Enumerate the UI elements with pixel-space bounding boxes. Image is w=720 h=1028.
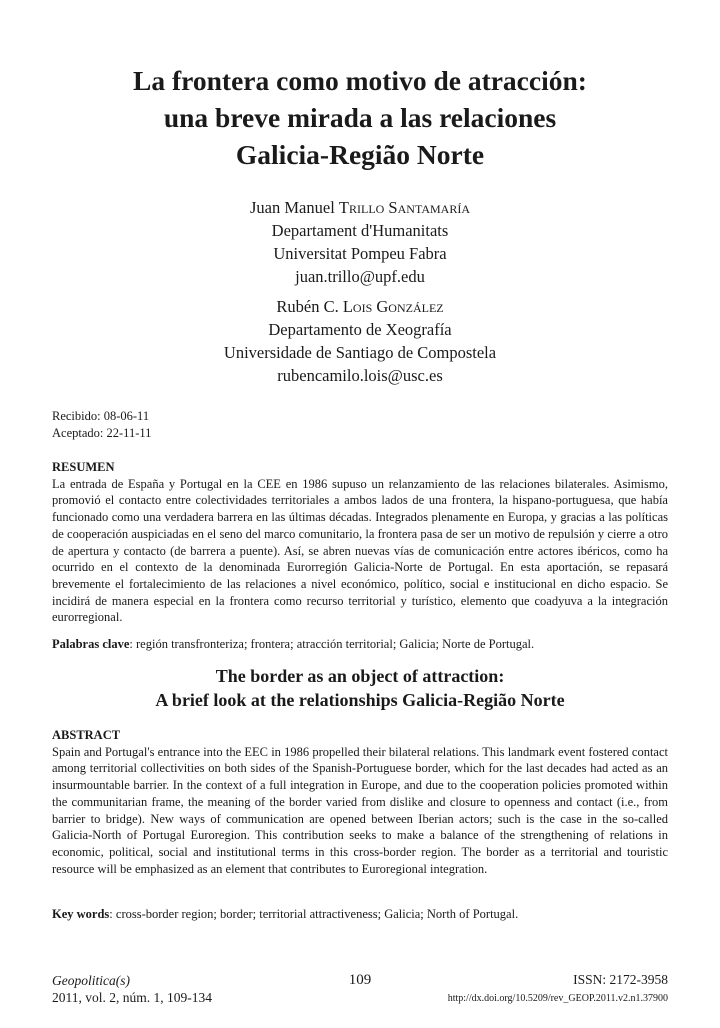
accepted-date: Aceptado: 22-11-11 (52, 426, 152, 440)
author-email: juan.trillo@upf.edu (295, 267, 425, 286)
author-block-2 (60, 295, 660, 387)
english-title-line-2: A brief look at the relationships Galicia-Região Norte (155, 690, 565, 710)
journal-name: Geopolitica(s) (52, 973, 130, 988)
author-department: Departamento de Xeografía (268, 320, 452, 339)
author-name (60, 196, 660, 219)
issn: ISSN: 2172-3958 (573, 972, 668, 987)
article-title (60, 62, 660, 173)
title-line-3: Galicia-Região Norte (235, 139, 485, 170)
author-email: rubencamilo.lois@usc.es (277, 366, 443, 385)
page-number: 109 (348, 972, 372, 988)
author-institution: Universidade de Santiago de Compostela (223, 343, 497, 362)
author-given-name: Juan Manuel (250, 198, 335, 217)
author-given-name: Rubén C. (276, 297, 339, 316)
author-block-1 (60, 196, 660, 288)
abstract-text: Spain and Portugal's entrance into the EEC in 1986 propelled their bilateral relations. This landmark event fostered contact among territorial collectivities on both sides of the Spanish-Portuguese border, which for the last decades had acted as an insurmountable barrier. In the context of a full integration in Europe, and due to the cooperation policies promoted within the communitarian frame, the meaning of the border varied from dislike and closure to openness and contact (i.e., from barrier to bridge). New ways of communication are opened between Iberian actors; such is the case in the so-called Galicia-North of Portugal Euroregion. This contribution seeks to make a balance of the strengthening of relations in economic, political, social and institutional terms in this cross-border region. The border as a territorial and touristic resource will be emphasized as an element that contributes to Euroregional integration. (52, 744, 668, 876)
footer-citation (52, 972, 212, 1006)
key-words-label: Key words (52, 907, 110, 921)
abstract-section (52, 727, 668, 877)
author-name (60, 295, 660, 318)
resumen-section (52, 459, 668, 626)
author-family-name: Lois González (342, 297, 444, 316)
submission-dates (52, 408, 151, 442)
key-words (52, 906, 668, 923)
journal-volume: 2011, vol. 2, núm. 1, 109-134 (52, 990, 212, 1005)
author-institution: Universitat Pompeu Fabra (273, 244, 447, 263)
doi-link[interactable]: http://dx.doi.org/10.5209/rev_GEOP.2011.v2.n1.37900 (447, 993, 668, 1004)
resumen-text: La entrada de España y Portugal en la CEE en 1986 supuso un relanzamiento de las relaciones bilaterales. Asimismo, promovió el contacto entre colectividades territoriales a ambos lados de una frontera, la hispano-portuguesa, que había funcionado como una verdadera barrera en las últimas décadas. Integrados plenamente en Europa, y gracias a las políticas de cooperación auspiciadas en el seno del marco comunitario, la frontera pasa de ser un motivo de repulsión y cierre a otro de apertura y contacto (de barrera a puente). Así, se abren nuevas vías de comunicación entre actores ibéricos, como ha ocurrido en el contexto de la denominada Eurorregión Galicia-Norte de Portugal. En esta aportación, se repasará brevemente el fortalecimiento de las relaciones a nivel económico, político, social e institucional en dicho espacio. Se incidirá de manera especial en la frontera como recurso territorial y turístico, elemento que coadyuva a la integración eurorregional. (52, 476, 668, 625)
english-title (60, 664, 660, 712)
abstract-heading: ABSTRACT (52, 728, 121, 742)
palabras-clave-label: Palabras clave (52, 637, 130, 651)
author-family-name: Trillo Santamaría (338, 198, 470, 217)
palabras-clave-text: : región transfronteriza; frontera; atracción territorial; Galicia; Norte de Portugal. (129, 637, 535, 651)
key-words-text: : cross-border region; border; territorial attractiveness; Galicia; North of Portugal. (109, 907, 519, 921)
english-title-line-1: The border as an object of attraction: (215, 666, 505, 686)
title-line-1: La frontera como motivo de atracción: (133, 65, 587, 96)
resumen-heading: RESUMEN (52, 460, 115, 474)
title-line-2: una breve mirada a las relaciones (163, 102, 557, 133)
received-date: Recibido: 08-06-11 (52, 409, 150, 423)
author-department: Departament d'Humanitats (271, 221, 449, 240)
palabras-clave (52, 636, 668, 653)
